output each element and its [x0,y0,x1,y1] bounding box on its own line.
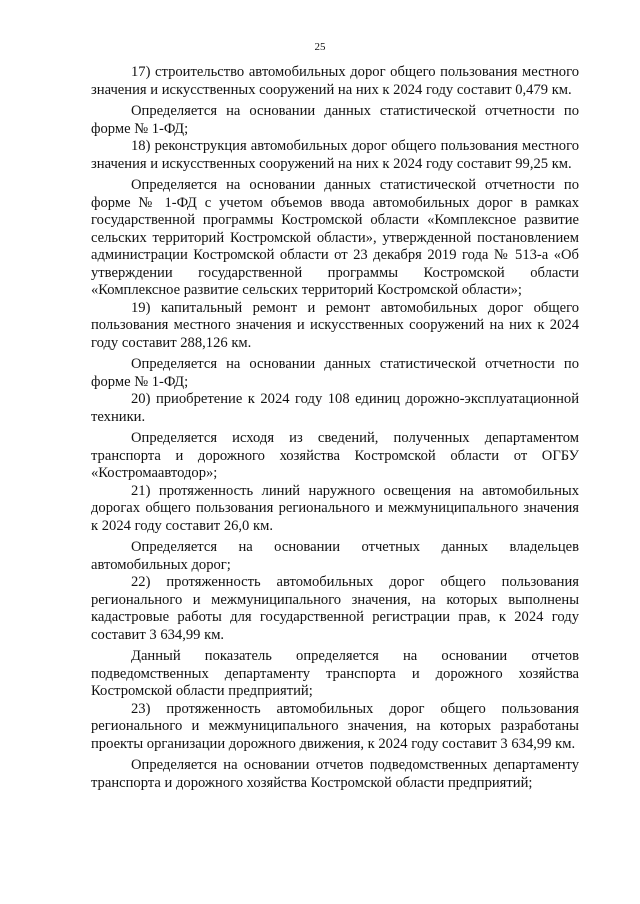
paragraph-item-19: 19) капитальный ремонт и ремонт автомобильных дорог общего пользования местного значения и искусственных сооружений на них к 2024 году составит 288,126 км. [91,299,579,351]
paragraph-source-17: Определяется на основании данных статистической отчетности по форме № 1-ФД; [91,103,579,137]
paragraph-item-20: 20) приобретение к 2024 году 108 единиц дорожно-эксплуатационной техники. [91,391,579,425]
paragraph-item-17: 17) строительство автомобильных дорог общего пользования местного значения и искусственных сооружений на них к 2024 году составит 0,479 км. [91,64,579,98]
paragraph-source-21: Определяется на основании отчетных данных владельцев автомобильных дорог; [91,539,579,573]
paragraph-source-18: Определяется на основании данных статистической отчетности по форме № 1-ФД с учетом объемов ввода автомобильных дорог в рамках государственной программы Костромской области «Комплексное развитие сельских территорий Костромской области», утвержденной постановлением администрации Костромской области от 23 декабря 2019 года № 513-а «Об утверждении государственной программы Костромской области «Комплексное развитие сельских территорий Костромской области»; [91,177,579,298]
paragraph-item-23: 23) протяженность автомобильных дорог общего пользования регионального и межмуниципального значения, на которых разработаны проекты организации дорожного движения, к 2024 году составит 3 634,99 км. [91,700,579,752]
paragraph-source-19: Определяется на основании данных статистической отчетности по форме № 1-ФД; [91,356,579,390]
document-body [91,64,579,792]
paragraph-source-23: Определяется на основании отчетов подведомственных департаменту транспорта и дорожного хозяйства Костромской области предприятий; [91,757,579,791]
paragraph-source-22: Данный показатель определяется на основании отчетов подведомственных департаменту транспорта и дорожного хозяйства Костромской области предприятий; [91,648,579,699]
paragraph-item-21: 21) протяженность линий наружного освещения на автомобильных дорогах общего пользования регионального и межмуниципального значения к 2024 году составит 26,0 км. [91,482,579,534]
paragraph-source-20: Определяется исходя из сведений, полученных департаментом транспорта и дорожного хозяйства Костромской области от ОГБУ «Костромаавтодор»; [91,430,579,481]
paragraph-item-22: 22) протяженность автомобильных дорог общего пользования регионального и межмуниципального значения, на которых выполнены кадастровые работы для государственной регистрации прав, к 2024 году составит 3 634,99 км. [91,574,579,643]
paragraph-item-18: 18) реконструкция автомобильных дорог общего пользования местного значения и искусственных сооружений на них к 2024 году составит 99,25 км. [91,138,579,172]
page-number: 25 [314,41,326,53]
